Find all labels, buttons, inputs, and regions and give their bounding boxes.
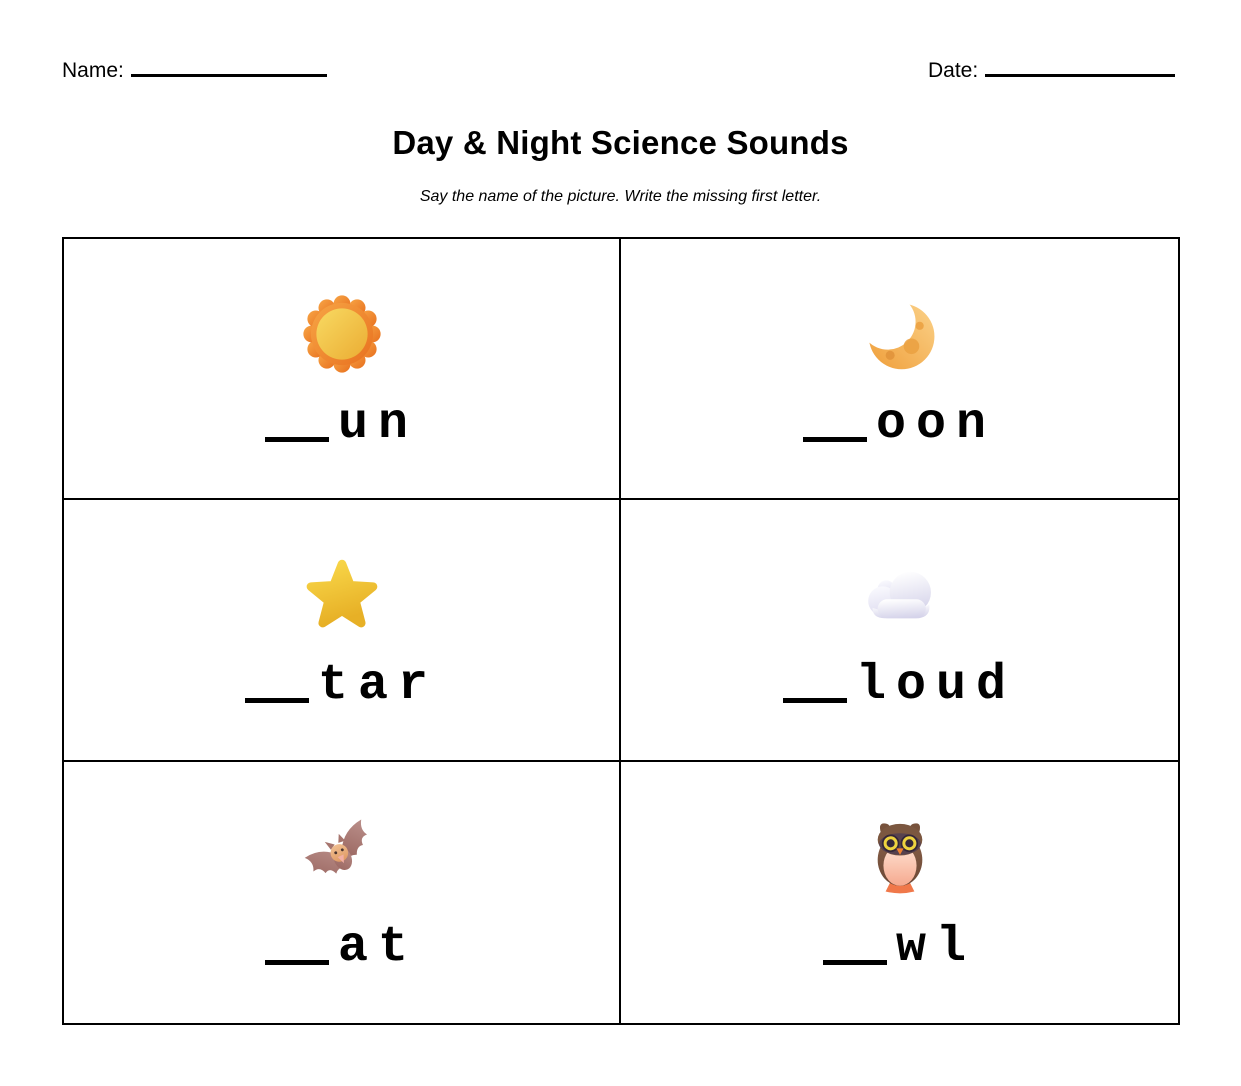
word-suffix: tar	[317, 657, 438, 715]
missing-letter-blank[interactable]	[823, 960, 887, 965]
worksheet-grid	[62, 237, 1180, 1025]
missing-letter-blank[interactable]	[265, 960, 329, 965]
instructions-text: Say the name of the picture. Write the missing first letter.	[419, 188, 822, 205]
name-label: Name:	[62, 59, 124, 82]
date-label: Date:	[928, 59, 979, 82]
word-sun	[265, 397, 418, 452]
word-suffix: oon	[875, 396, 996, 453]
word-moon	[803, 397, 996, 452]
missing-letter-blank[interactable]	[803, 437, 867, 442]
word-suffix: wl	[895, 918, 976, 976]
missing-letter-blank[interactable]	[265, 437, 329, 442]
star-icon	[299, 550, 385, 640]
word-star	[245, 658, 438, 713]
page-title: Day & Night Science Sounds	[392, 124, 849, 161]
sun-icon	[300, 289, 384, 379]
cell-sun	[64, 239, 621, 500]
word-suffix: un	[337, 396, 418, 453]
bat-icon	[298, 812, 386, 902]
crescent-moon-icon	[859, 289, 941, 379]
date-field	[928, 59, 1175, 83]
missing-letter-blank[interactable]	[245, 698, 309, 703]
word-cloud	[783, 658, 1016, 713]
cell-bat	[64, 762, 621, 1023]
cell-cloud	[621, 500, 1178, 761]
word-owl	[823, 920, 976, 975]
word-suffix: loud	[855, 657, 1017, 715]
name-field	[62, 59, 327, 83]
cloud-icon	[857, 550, 943, 640]
word-suffix: at	[337, 918, 418, 976]
cell-moon	[621, 239, 1178, 500]
name-write-line[interactable]	[131, 59, 327, 77]
cell-owl	[621, 762, 1178, 1023]
word-bat	[265, 920, 418, 975]
missing-letter-blank[interactable]	[783, 698, 847, 703]
cell-star	[64, 500, 621, 761]
date-write-line[interactable]	[985, 59, 1175, 77]
owl-icon	[864, 812, 936, 902]
